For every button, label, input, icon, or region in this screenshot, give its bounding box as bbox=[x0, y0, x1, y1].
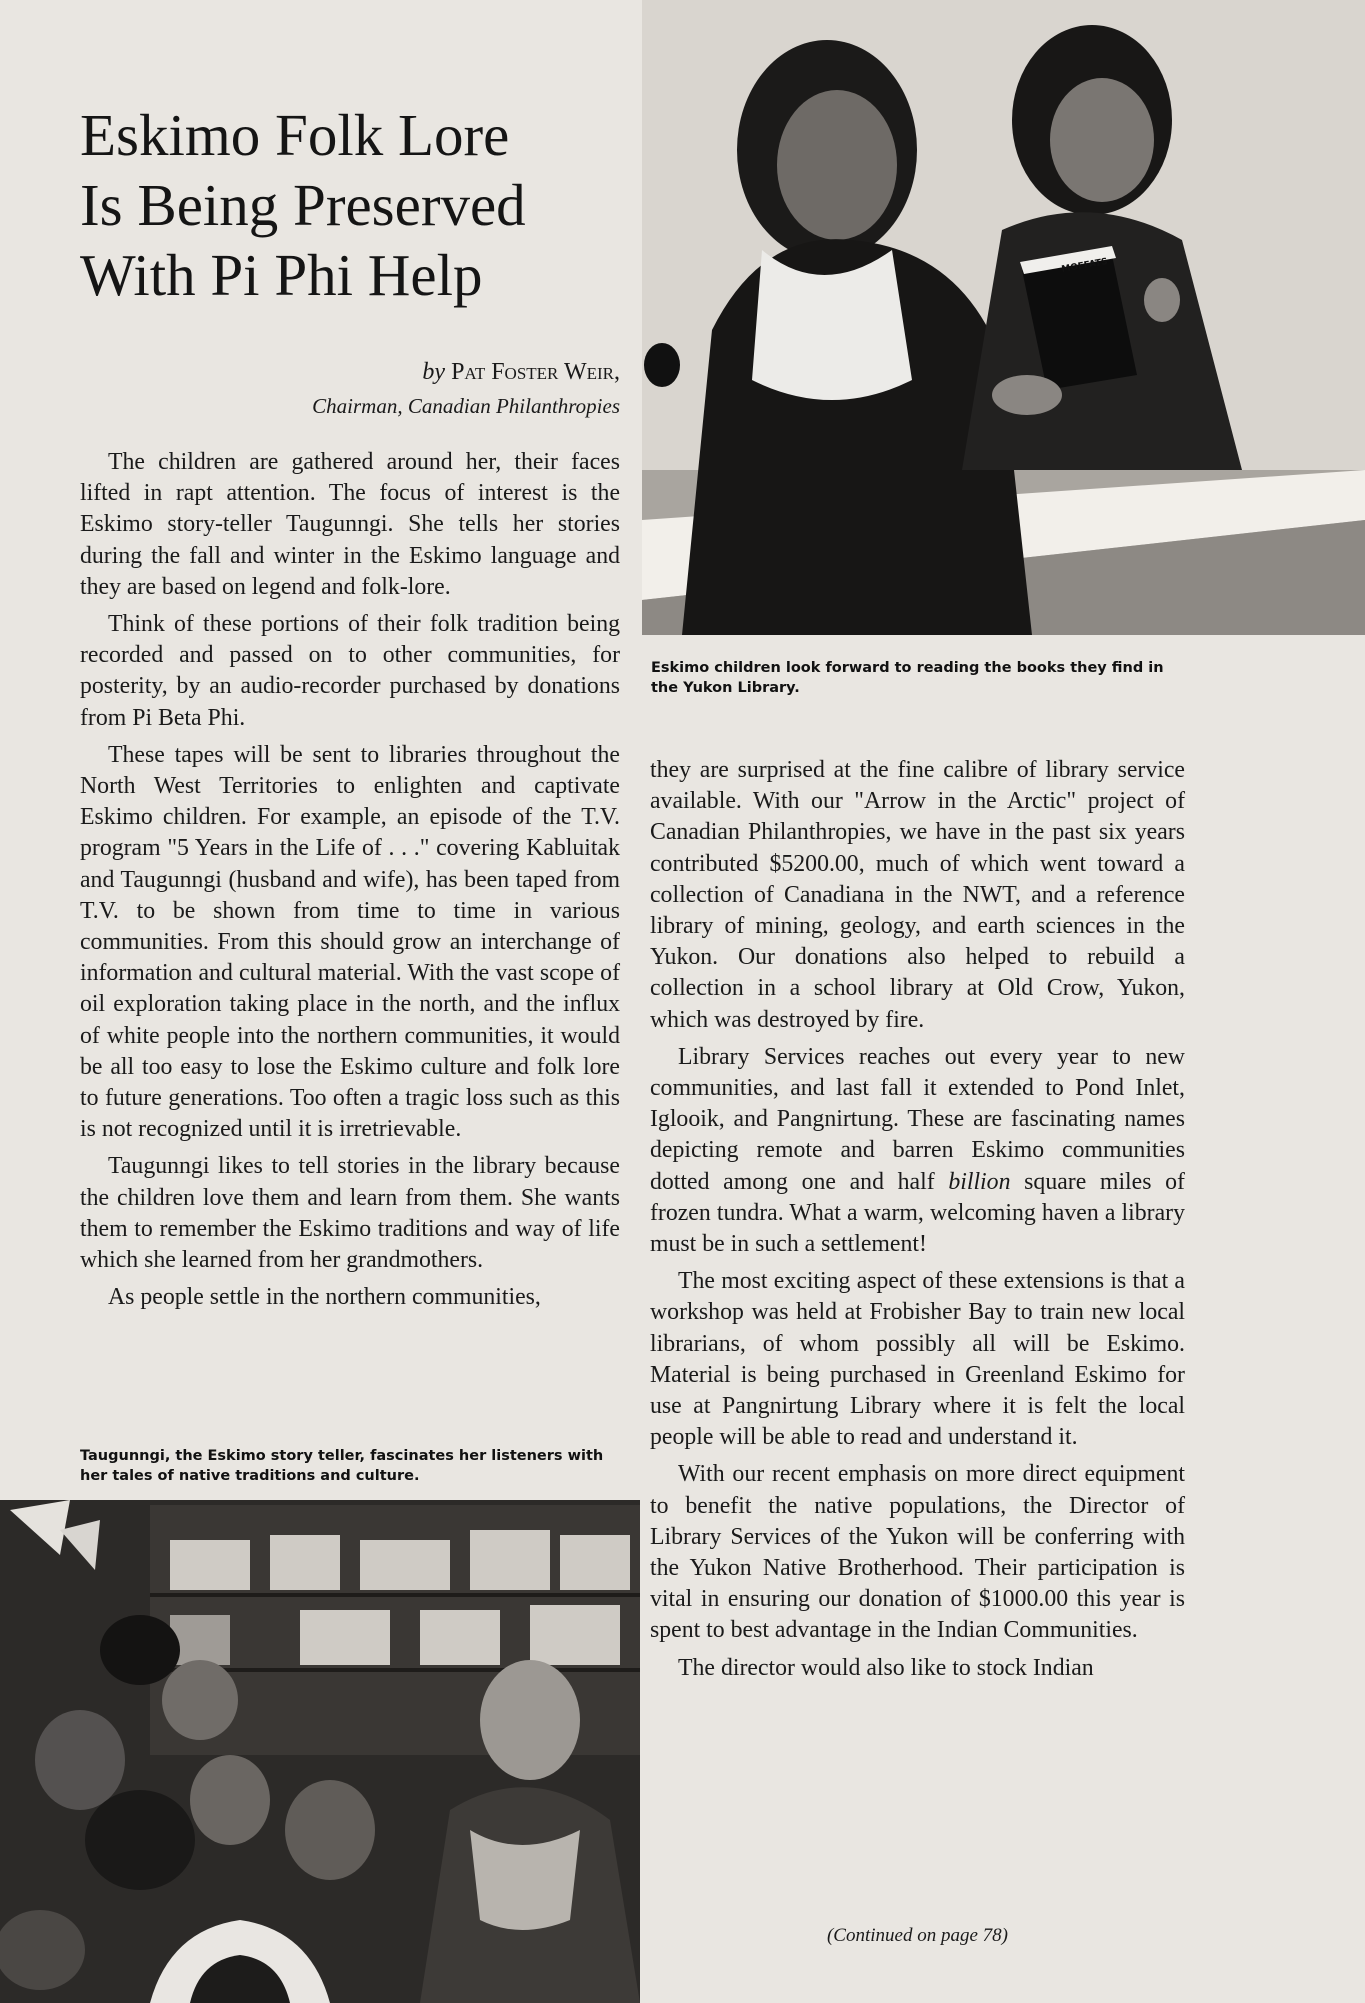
caption-children: Eskimo children look forward to reading the books they find in the Yukon Library. bbox=[651, 660, 1164, 696]
paragraph-text: square miles of frozen tundra. What a warm, welcoming haven a library must be in such a settlement! bbox=[650, 1168, 1185, 1258]
paragraph: The children are gathered around her, their faces lifted in rapt attention. The focus of interest is the Eskimo story-teller Taugunngi. She tells her stories during the fall and winter in the Eskimo language and they are based on legend and folk-lore. bbox=[80, 449, 620, 600]
continued-note: (Continued on page 78) bbox=[826, 1925, 1008, 1946]
byline-by: by bbox=[422, 359, 446, 385]
byline bbox=[312, 355, 620, 423]
title-line: With Pi Phi Help bbox=[80, 242, 483, 308]
paragraph: As people settle in the northern communities, bbox=[108, 1284, 541, 1311]
left-column bbox=[80, 447, 620, 1319]
paragraph: Taugunngi likes to tell stories in the library because the children love them and learn from them. She wants them to remember the Eskimo traditions and way of life which she learned from her grandmothers. bbox=[80, 1153, 620, 1274]
paragraph: The most exciting aspect of these extensions is that a workshop was held at Frobisher Bay to train new local librarians, of whom possibly all will be Eskimo. Material is being purchased in Greenland Eskimo for use at Pangnirtung Library where it is felt the local people will be able to read and understand it. bbox=[650, 1268, 1185, 1451]
paragraph: The director would also like to stock Indian bbox=[678, 1654, 1094, 1681]
caption-storyteller: Taugunngi, the Eskimo story teller, fascinates her listeners with her tales of native traditions and culture. bbox=[80, 1448, 604, 1484]
paragraph-text: Library Services reaches out every year to new communities, and last fall it extended to Pond Inlet, Iglooik, and Pangnirtung. These are fascinating names depicting remote and barren Eskimo communities dotted among one and half bbox=[650, 1043, 1185, 1195]
paragraph: they are surprised at the fine calibre of library service available. With our "Arrow in the Arctic" project of Canadian Philanthropies, we have in the past six years contributed $5200.00, much of which went toward a collection of Canadiana in the NWT, and a reference library of mining, geology, and earth sciences in the Yukon. Our donations also helped to rebuild a collection in a school library at Old Crow, Yukon, which was destroyed by fire. bbox=[650, 757, 1185, 1033]
article-title bbox=[80, 100, 640, 310]
title-line: Is Being Preserved bbox=[80, 172, 526, 238]
book-title: MOFFATS bbox=[1060, 256, 1109, 275]
emphasis-billion: billion bbox=[948, 1168, 1011, 1195]
title-line: Eskimo Folk Lore bbox=[80, 102, 510, 168]
paragraph: Think of these portions of their folk tradition being recorded and passed on to other communities, for posterity, by an audio-recorder purchased by donations from Pi Beta Phi. bbox=[80, 611, 620, 731]
byline-role: Chairman, Canadian Philanthropies bbox=[312, 394, 620, 418]
paragraph: These tapes will be sent to libraries throughout the North West Territories to enlighten and captivate Eskimo children. For example, an episode of the T.V. program "5 Years in the Life of . . ." covering Kabluitak and Taugunngi (husband and wife), has been taped from T.V. to be shown from time to time in various communities. From this should grow an interchange of information and cultural material. With the vast scope of oil exploration taking place in the north, and the influx of white people into the northern communities, it would be all too easy to lose the Eskimo culture and folk lore to future generations. Too often a tragic loss such as this is not recognized until it is irretrievable. bbox=[80, 741, 620, 1143]
paragraph: With our recent emphasis on more direct equipment to benefit the native populations, the Director of Library Services of the Yukon will be conferring with the Yukon Native Brotherhood. Their participation is vital in ensuring our donation of $1000.00 this year is spent to best advantage in the Indian Communities. bbox=[650, 1461, 1185, 1644]
byline-author: Pat Foster Weir, bbox=[451, 359, 620, 385]
photo-children-with-book bbox=[642, 0, 1365, 635]
right-column bbox=[650, 755, 1185, 1690]
paragraph bbox=[650, 1042, 1185, 1260]
photo-storyteller-library bbox=[0, 1500, 640, 2003]
